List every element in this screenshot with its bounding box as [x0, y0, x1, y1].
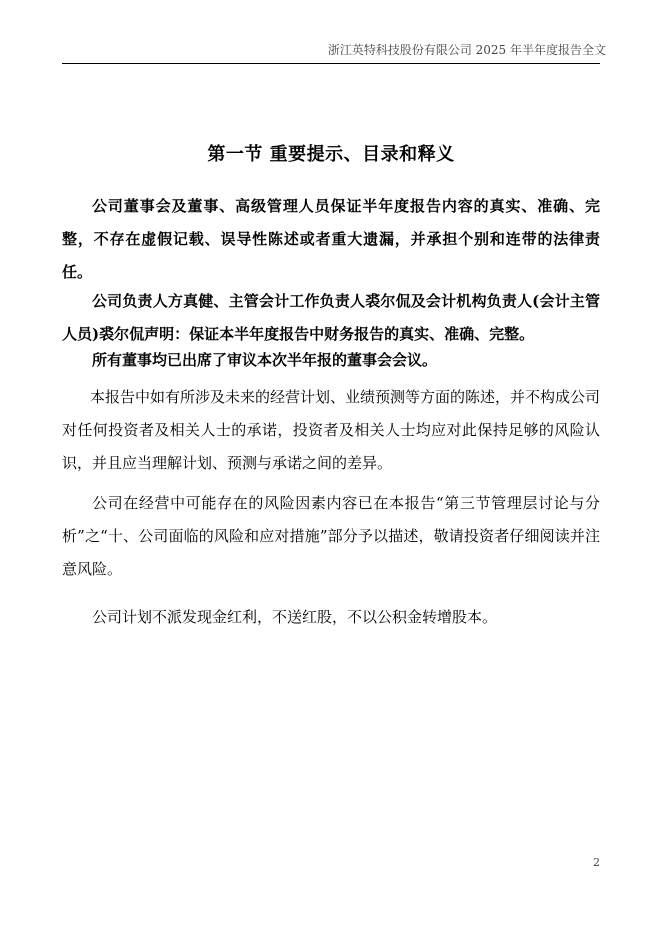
paragraph-forward-looking: 本报告中如有所涉及未来的经营计划、业绩预测等方面的陈述，并不构成公司对任何投资者及相关人士的承诺，投资者及相关人士均应对此保持足够的风险认识，并且应当理解计划、预测与承诺之间的差异。	[62, 388, 601, 472]
page-number: 2	[593, 856, 600, 869]
paragraph-board-guarantee: 公司董事会及董事、高级管理人员保证半年度报告内容的真实、准确、完整，不存在虚假记载、误导性陈述或者重大遗漏，并承担个别和连带的法律责任。	[62, 197, 600, 281]
page-header: 浙江英特科技股份有限公司 2025 年半年度报告全文	[327, 43, 606, 57]
paragraph-responsible-persons: 公司负责人方真健、主管会计工作负责人裘尔侃及会计机构负责人(会计主管人员)裘尔侃声明：保证本半年度报告中财务报告的真实、准确、完整。	[62, 292, 600, 343]
section-title: 第一节 重要提示、目录和释义	[207, 144, 455, 165]
paragraph-risk-factors: 公司在经营中可能存在的风险因素内容已在本报告“第三节管理层讨论与分析”之“十、公司面临的风险和应对措施”部分予以描述，敬请投资者仔细阅读并注意风险。	[62, 494, 600, 578]
paragraph-dividend-plan: 公司计划不派发现金红利，不送红股，不以公积金转增股本。	[92, 608, 498, 626]
header-divider	[62, 63, 600, 64]
paragraph-board-attendance: 所有董事均已出席了审议本次半年报的董事会会议。	[92, 351, 438, 369]
